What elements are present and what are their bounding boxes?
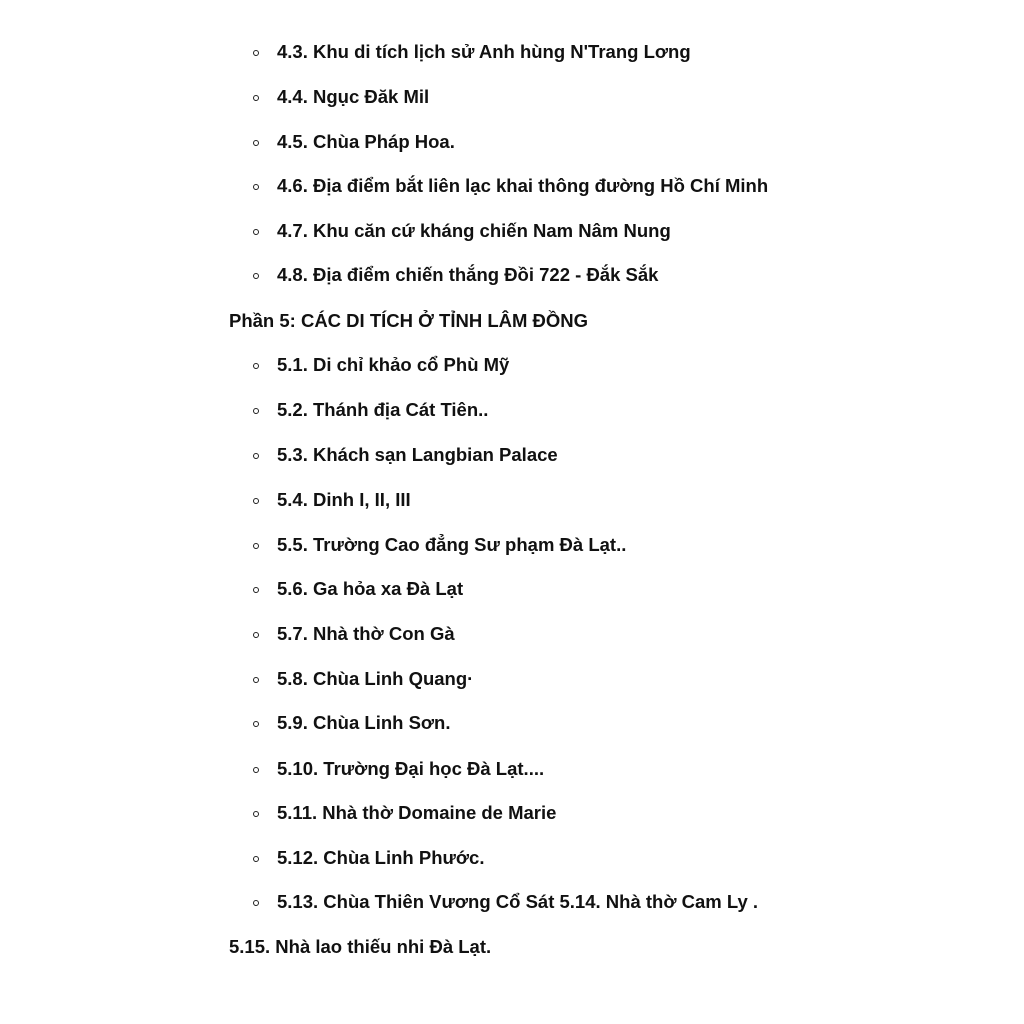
list-item-text: 5.10. Trường Đại học Đà Lạt.... (277, 758, 545, 779)
list-item-text: 4.5. Chùa Pháp Hoa. (277, 131, 455, 152)
hollow-circle-bullet-icon (253, 677, 259, 683)
list-item-text: 5.7. Nhà thờ Con Gà (277, 623, 455, 644)
hollow-circle-bullet-icon (253, 543, 259, 549)
hollow-circle-bullet-icon (253, 363, 259, 369)
hollow-circle-bullet-icon (253, 184, 259, 190)
hollow-circle-bullet-icon (253, 632, 259, 638)
list-item-text: 4.4. Ngục Đăk Mil (277, 86, 430, 107)
hollow-circle-bullet-icon (253, 767, 259, 773)
list-item-text: 5.3. Khách sạn Langbian Palace (277, 444, 558, 465)
list-item-text: 5.4. Dinh I, II, III (277, 489, 411, 510)
hollow-circle-bullet-icon (253, 229, 259, 235)
list-item-text: 5.6. Ga hỏa xa Đà Lạt (277, 578, 464, 599)
list-item-text: 5.12. Chùa Linh Phước. (277, 847, 485, 868)
list-item-text: 5.1. Di chỉ khảo cổ Phù Mỹ (277, 354, 510, 375)
hollow-circle-bullet-icon (253, 811, 259, 817)
list-item-text: 5.11. Nhà thờ Domaine de Marie (277, 802, 557, 823)
hollow-circle-bullet-icon (253, 721, 259, 727)
hollow-circle-bullet-icon (253, 140, 259, 146)
hollow-circle-bullet-icon (253, 453, 259, 459)
hollow-circle-bullet-icon (253, 408, 259, 414)
hollow-circle-bullet-icon (253, 856, 259, 862)
list-item-text: 4.6. Địa điểm bắt liên lạc khai thông đường Hồ Chí Minh (277, 175, 769, 196)
list-item-text: 4.3. Khu di tích lịch sử Anh hùng N'Trang Lơng (277, 41, 691, 62)
list-item-text: 4.8. Địa điểm chiến thắng Đồi 722 - Đắk Sắk (277, 264, 659, 285)
trailing-line-text: 5.15. Nhà lao thiếu nhi Đà Lạt. (229, 936, 492, 957)
hollow-circle-bullet-icon (253, 50, 259, 56)
hollow-circle-bullet-icon (253, 900, 259, 906)
list-item-text: 5.2. Thánh địa Cát Tiên.. (277, 399, 489, 420)
list-item-text: 5.9. Chùa Linh Sơn. (277, 712, 451, 733)
list-item-text: 5.5. Trường Cao đẳng Sư phạm Đà Lạt.. (277, 534, 627, 555)
section-heading-text: Phần 5: CÁC DI TÍCH Ở TỈNH LÂM ĐỒNG (229, 310, 589, 331)
list-item-text: 5.13. Chùa Thiên Vương Cổ Sát 5.14. Nhà thờ Cam Ly . (277, 891, 759, 912)
list-item-text: 5.8. Chùa Linh Quang· (277, 668, 474, 689)
list-item-text: 4.7. Khu căn cứ kháng chiến Nam Nâm Nung (277, 220, 671, 241)
hollow-circle-bullet-icon (253, 587, 259, 593)
hollow-circle-bullet-icon (253, 273, 259, 279)
hollow-circle-bullet-icon (253, 498, 259, 504)
hollow-circle-bullet-icon (253, 95, 259, 101)
